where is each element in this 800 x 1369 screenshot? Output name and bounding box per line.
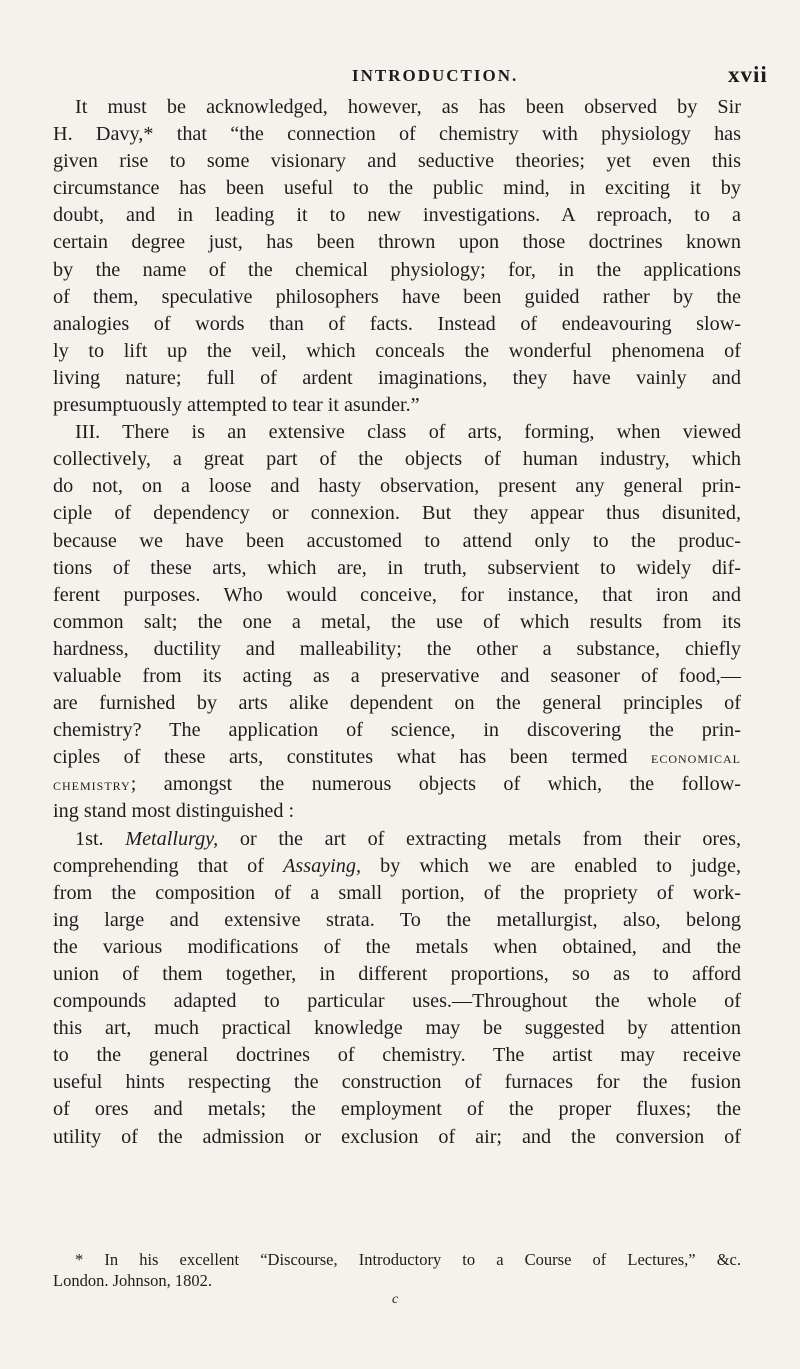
footnote-line: London. Johnson, 1802. [53, 1271, 213, 1290]
text-line: collectively, a great part of the objects of human industry, which [53, 448, 741, 471]
italic-term: Metallurgy, [125, 827, 219, 850]
text-line: do not, on a loose and hasty observation, present any general prin- [53, 475, 741, 498]
text-line: because we have been accustomed to attend only to the produc- [53, 529, 741, 552]
text-line: ciple of dependency or connexion. But they appear thus disunited, [53, 502, 741, 525]
line-segment: comprehending that of [53, 854, 264, 877]
text-line: valuable from its acting as a preservative and seasoner of food,— [53, 664, 741, 687]
text-line: useful hints respecting the construction of furnaces for the fusion [53, 1071, 741, 1094]
text-line: to the general doctrines of chemistry. The artist may receive [53, 1044, 741, 1067]
text-line [53, 826, 741, 853]
text-line: of them, speculative philosophers have been guided rather by the [53, 285, 741, 308]
small-caps-term: chemistry [53, 775, 131, 795]
line-segment: amongst the numerous objects of which, the follow- [163, 773, 741, 796]
page-header [0, 62, 800, 92]
text-line: ly to lift up the veil, which conceals the wonderful phenomena of [53, 339, 741, 362]
text-line: from the composition of a small portion, of the propriety of work- [53, 881, 741, 904]
text-line: living nature; full of ardent imaginations, they have vainly and [53, 366, 741, 389]
line-segment: or the art of extracting metals from their ores, [239, 827, 742, 850]
text-line: doubt, and in leading it to new investigations. A reproach, to a [53, 204, 741, 227]
text-line: are furnished by arts alike dependent on the general principles of [53, 692, 741, 715]
text-line: union of them together, in different proportions, so as to afford [53, 963, 741, 985]
footnote-line: * In his excellent “Discourse, Introductory to a Course of Lectures,” &c. [75, 1250, 741, 1269]
text-line: by the name of the chemical physiology; for, in the applications [53, 258, 741, 281]
line-segment: 1st. [75, 827, 104, 850]
text-line: ferent purposes. Who would conceive, for instance, that iron and [53, 583, 741, 606]
body-text [53, 94, 741, 1151]
text-line [53, 853, 741, 880]
page-number: xvii [728, 62, 768, 87]
footnote [53, 1249, 741, 1291]
text-line: III. There is an extensive class of arts, forming, when viewed [75, 421, 741, 444]
text-line: compounds adapted to particular uses.—Throughout the whole of [53, 990, 741, 1013]
text-line: hardness, ductility and malleability; the other a substance, chiefly [53, 637, 741, 660]
text-line: ing large and extensive strata. To the metallurgist, also, belong [53, 908, 741, 931]
running-head: INTRODUCTION. [352, 66, 519, 85]
text-line [53, 771, 741, 798]
text-line: utility of the admission or exclusion of air; and the conversion of [53, 1125, 741, 1148]
text-line: presumptuously attempted to tear it asunder.” [53, 394, 420, 417]
text-line: common salt; the one a metal, the use of which results from its [53, 610, 741, 633]
line-segment: by which we are enabled to judge, [380, 854, 742, 877]
text-line: given rise to some visionary and seductive theories; yet even this [53, 150, 741, 173]
text-line: ing stand most distinguished : [53, 800, 295, 823]
text-line: It must be acknowledged, however, as has been observed by Sir [75, 96, 741, 118]
signature-mark: c [392, 1292, 399, 1307]
text-line: tions of these arts, which are, in truth, subservient to widely dif- [53, 556, 741, 579]
italic-term: Assaying, [283, 854, 362, 877]
text-line: analogies of words than of facts. Instead of endeavouring slow- [53, 312, 741, 335]
small-caps-term: economical [651, 748, 742, 768]
text-line: of ores and metals; the employment of the proper fluxes; the [53, 1098, 741, 1121]
separator: ; [130, 773, 137, 796]
text-line: H. Davy,* that “the connection of chemistry with physiology has [53, 123, 741, 146]
line-segment: ciples of these arts, constitutes what has been termed [53, 746, 628, 769]
text-line: this art, much practical knowledge may be suggested by attention [53, 1017, 741, 1040]
text-line: chemistry? The application of science, in discovering the prin- [53, 719, 741, 742]
text-line [53, 744, 741, 771]
text-line: the various modifications of the metals when obtained, and the [53, 935, 741, 958]
text-line: certain degree just, has been thrown upon those doctrines known [53, 231, 741, 254]
text-line: circumstance has been useful to the public mind, in exciting it by [53, 177, 741, 200]
